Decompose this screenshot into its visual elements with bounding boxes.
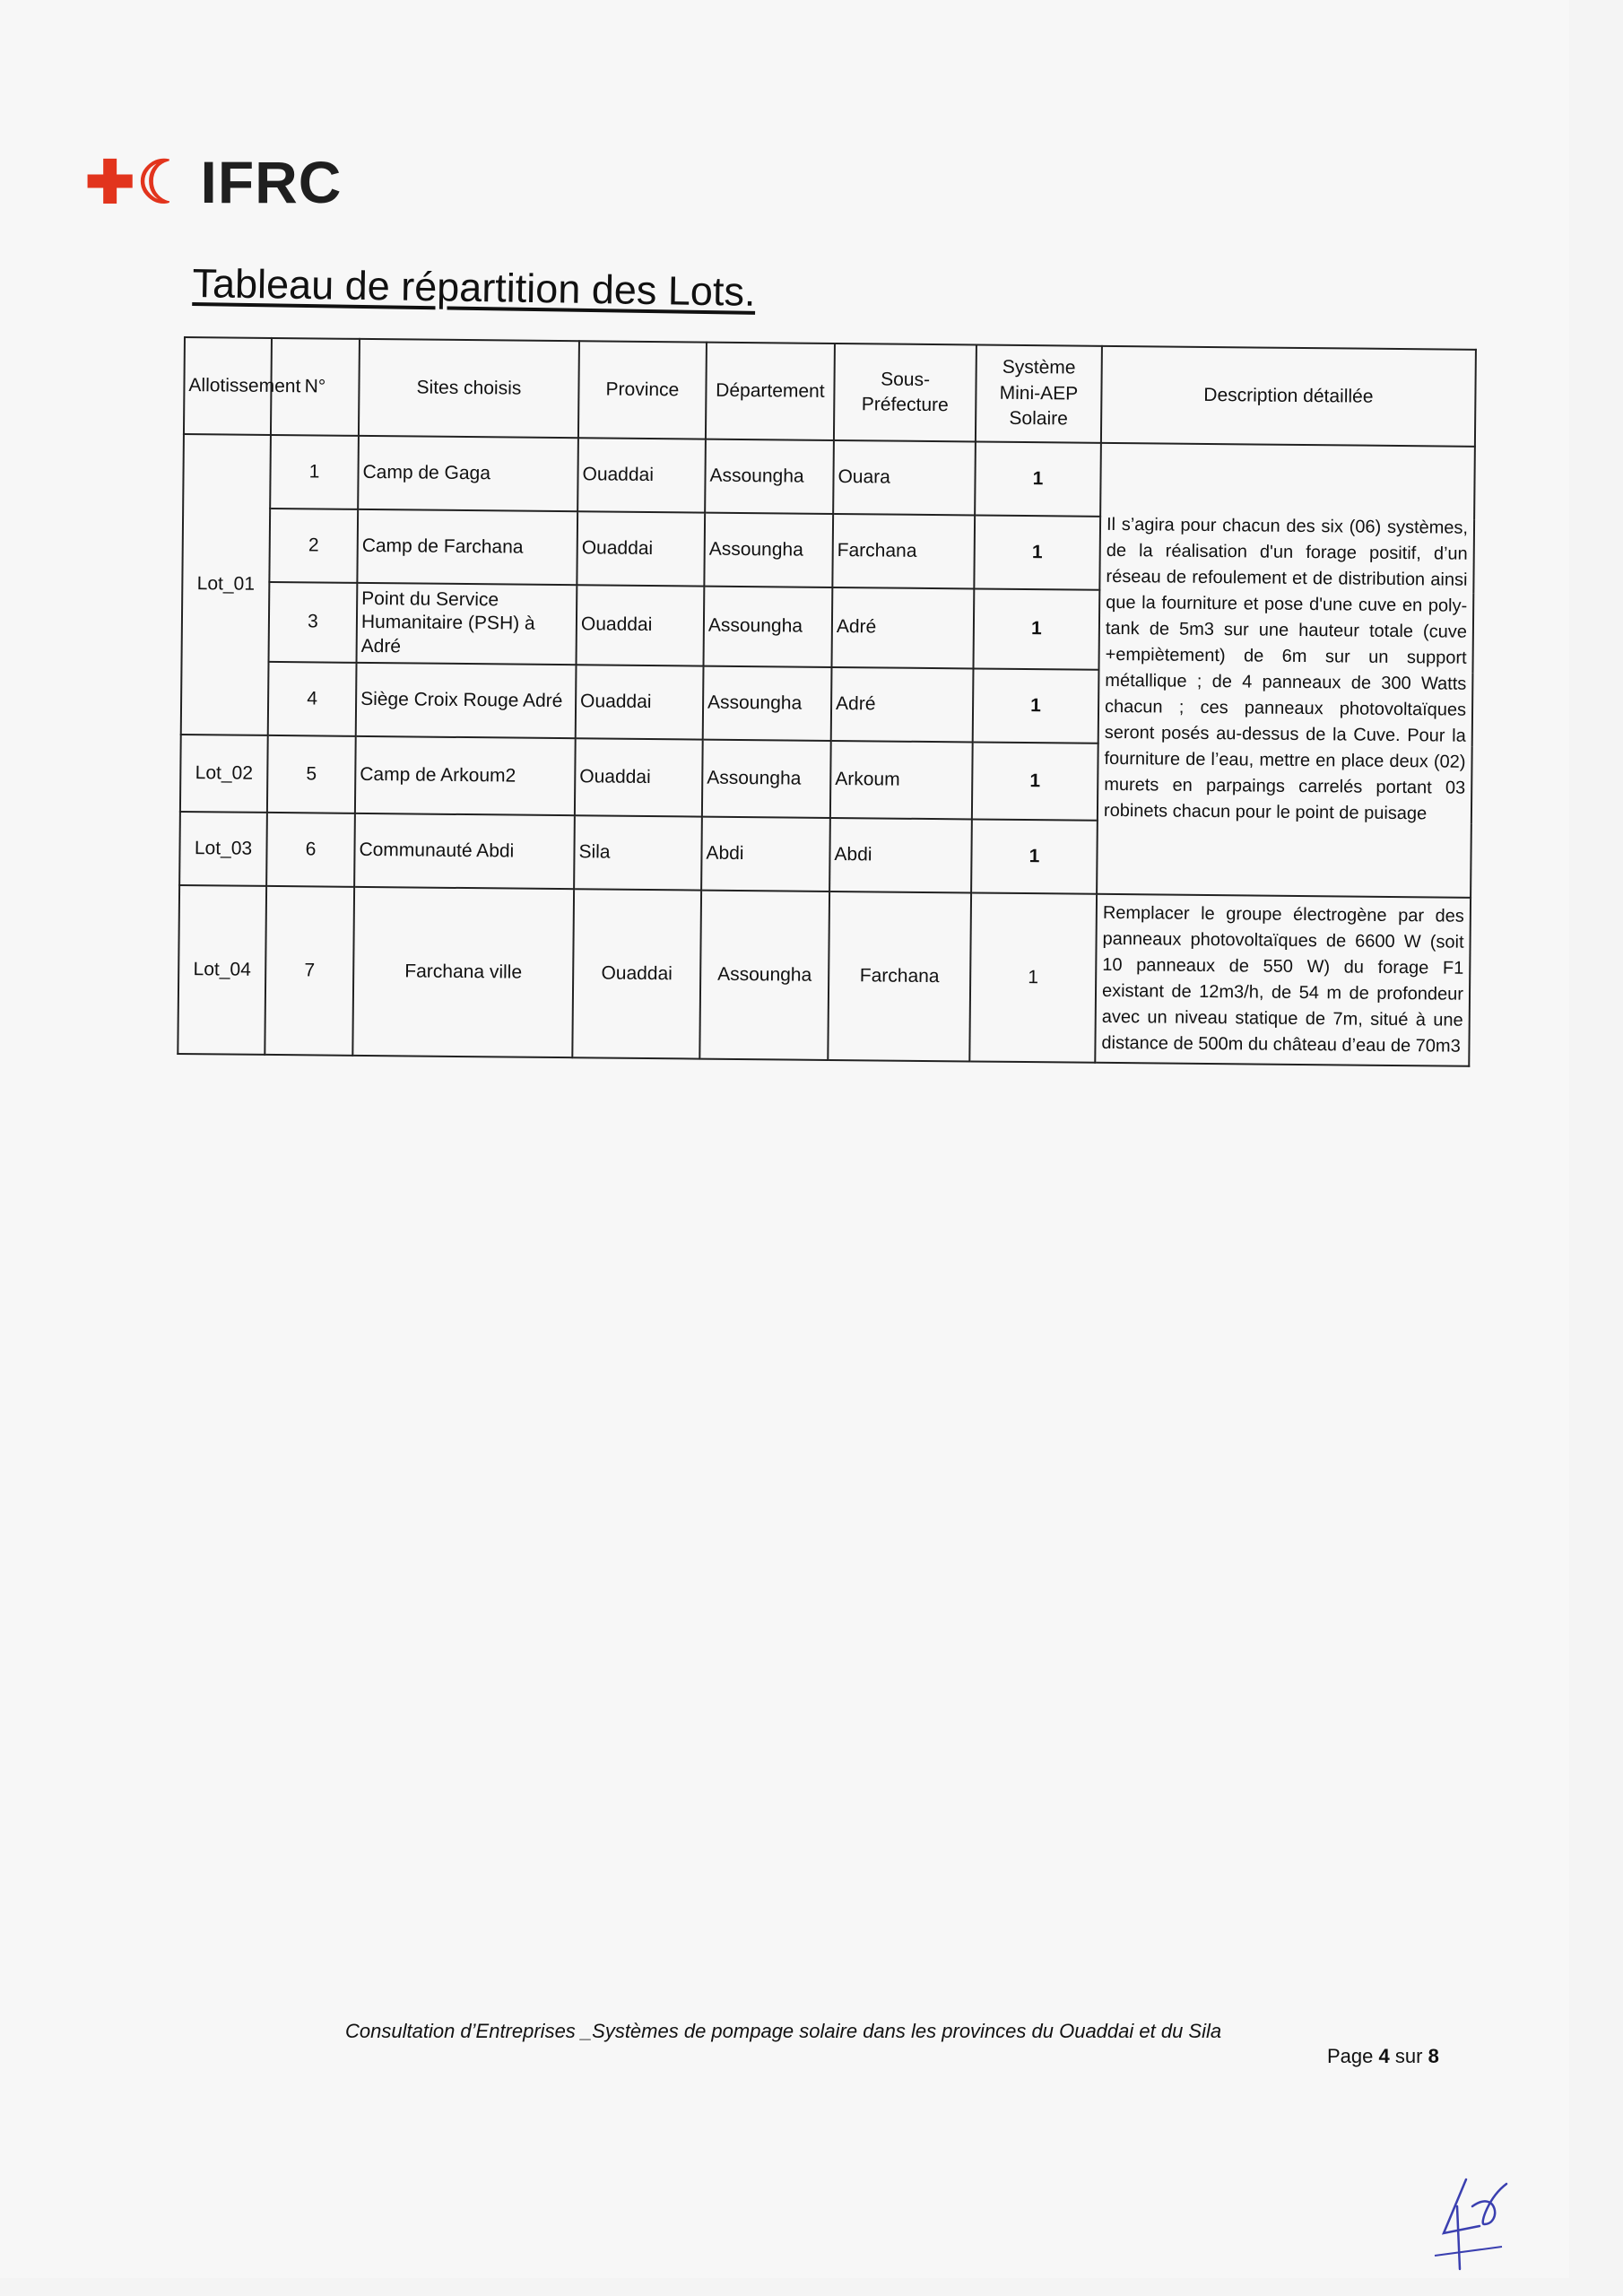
signature-icon (1417, 2170, 1515, 2278)
row-number: 1 (270, 435, 359, 509)
header-description: Description détaillée (1101, 346, 1476, 447)
departement-cell: Assoungha (703, 665, 832, 740)
footer-text: Consultation d’Entreprises _Systèmes de pompage solaire dans les provinces du Ouaddai et du Sila (345, 2020, 1222, 2042)
header-allotissement: Allotissement (184, 337, 272, 435)
sous-prefecture-cell: Farchana (828, 891, 971, 1062)
logo-text: IFRC (200, 149, 343, 215)
red-crescent-icon: ☾ (136, 149, 190, 215)
departement-cell: Assoungha (705, 439, 834, 514)
sous-prefecture-cell: Adré (831, 587, 974, 668)
sous-prefecture-cell: Arkoum (830, 741, 973, 820)
systeme-cell: 1 (969, 892, 1097, 1062)
page-total: 8 (1428, 2045, 1439, 2067)
departement-cell: Assoungha (699, 890, 829, 1059)
page-current: 4 (1378, 2045, 1390, 2067)
page-number (1327, 2045, 1439, 2068)
site-cell: Camp de Farchana (357, 509, 577, 585)
systeme-cell: 1 (973, 588, 1099, 669)
sous-prefecture-cell: Farchana (832, 514, 975, 589)
lot-cell: Lot_02 (180, 735, 268, 813)
departement-cell: Assoungha (704, 513, 833, 587)
row-number: 7 (265, 886, 354, 1056)
lot-cell: Lot_03 (179, 812, 267, 886)
page-label: Page (1327, 2045, 1374, 2067)
header-departement: Département (706, 343, 835, 440)
table-row (183, 434, 1475, 520)
table-row (178, 885, 1471, 1066)
row-number: 4 (268, 662, 357, 736)
province-cell: Sila (574, 815, 702, 890)
lots-table-wrapper (177, 336, 1475, 1067)
site-cell: Communauté Abdi (354, 813, 575, 889)
table-header-row (184, 337, 1476, 447)
province-cell: Ouaddai (572, 889, 701, 1058)
lot-cell: Lot_01 (181, 434, 271, 735)
description-cell: Il s’agira pour chacun des six (06) systèmes, de la réalisation d'un forage positif, d’un réseau de refoulement et de distribution ainsi que la fourniture et pose d'une cuve en poly-tank de 5m3 sur une hauteur totale (cuve +empiètement) de 6m sur un support métallique ; de 4 panneaux de 300 Watts chacun ; ces panneaux photovoltaïques seront posés au-dessus de la Cuve. Pour la fourniture de l’eau, mettre en place deux (02) murets en parpaings carrelés portant 03 robinets chacun pour le point de puisage (1097, 443, 1475, 898)
header-systeme: Système Mini-AEP Solaire (976, 344, 1102, 442)
site-cell: Farchana ville (352, 887, 574, 1057)
departement-cell: Assoungha (704, 587, 833, 667)
departement-cell: Abdi (701, 816, 830, 891)
lot-cell: Lot_04 (178, 885, 266, 1055)
header-sous-prefecture: Sous-Préfecture (834, 344, 976, 442)
page-separator: sur (1394, 2045, 1423, 2067)
lots-table (177, 336, 1477, 1067)
province-cell: Ouaddai (576, 665, 704, 739)
province-cell: Ouaddai (575, 738, 703, 816)
page-title: Tableau de répartition des Lots. (192, 260, 756, 315)
site-cell: Siège Croix Rouge Adré (356, 663, 577, 738)
row-number: 3 (269, 582, 358, 663)
site-cell: Camp de Gaga (358, 436, 578, 511)
header-sites: Sites choisis (359, 339, 579, 438)
row-number: 2 (269, 509, 358, 583)
systeme-cell: 1 (974, 515, 1100, 589)
province-cell: Ouaddai (577, 511, 705, 586)
sous-prefecture-cell: Ouara (833, 440, 976, 516)
header-province: Province (578, 341, 707, 439)
header-numero: N° (271, 338, 360, 436)
site-cell: Point du Service Humanitaire (PSH) à Adré (357, 583, 577, 665)
row-number: 5 (267, 735, 356, 813)
sous-prefecture-cell: Abdi (829, 818, 972, 893)
systeme-cell: 1 (973, 668, 1099, 743)
ifrc-logo (85, 149, 343, 215)
sous-prefecture-cell: Adré (831, 667, 974, 743)
province-cell: Ouaddai (577, 438, 706, 512)
description-cell: Remplacer le groupe électrogène par des panneaux photovoltaïques de 6600 W (soit 10 panneaux de 550 W) du forage F1 existant de 12m3/h, de 54 m de profondeur avec un niveau statique de 7m, situé à une distance de 500m du château d’eau de 70m3 (1095, 894, 1471, 1066)
province-cell: Ouaddai (577, 585, 705, 665)
systeme-cell: 1 (972, 742, 1098, 820)
site-cell: Camp de Arkoum2 (355, 736, 576, 815)
red-cross-icon: ✚ (85, 149, 135, 215)
departement-cell: Assoungha (702, 739, 831, 817)
row-number: 6 (266, 813, 355, 887)
systeme-cell: 1 (971, 819, 1098, 893)
systeme-cell: 1 (975, 441, 1101, 516)
